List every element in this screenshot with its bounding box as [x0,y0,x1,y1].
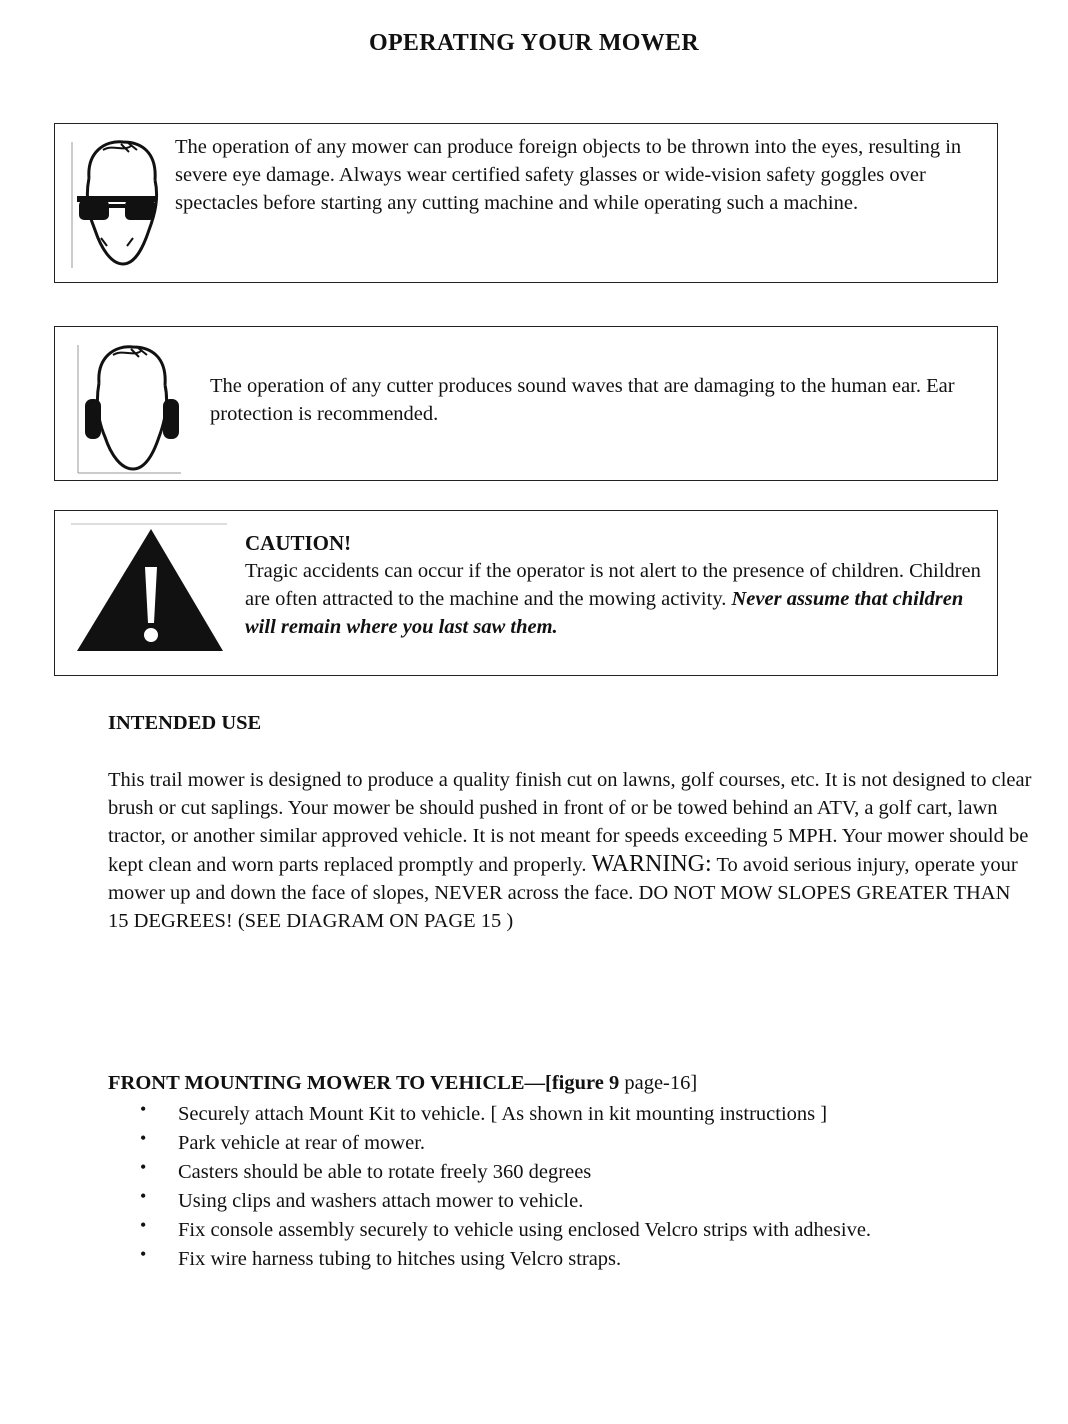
ear-protection-notice [54,326,998,481]
warning-triangle-icon [69,523,229,660]
warning-label: WARNING: [591,851,712,877]
intended-use-heading: INTENDED USE [108,712,262,734]
caution-notice [54,510,998,676]
caution-emphasis: Never assume that children will remain where you last saw them. [245,588,964,638]
bullet-icon: • [140,1128,147,1148]
list-item: • Park vehicle at rear of mower. [140,1129,871,1158]
intended-use-body [108,766,1033,935]
list-item: • Using clips and washers attach mower to vehicle. [140,1187,871,1216]
intended-use-text: This trail mower is designed to produce a quality finish cut on lawns, golf courses, etc. It is not designed to clear brush or cut saplings. Your mower be should pushed in front of or be towed behind an ATV, a golf cart, lawn tractor, or another similar approved vehicle. It is not meant for speeds exceeding 5 MPH. Your mower should be kept clean and worn parts replaced promptly and properly. [108,769,1032,876]
bullet-icon: • [140,1186,147,1206]
ear-protection-text: The operation of any cutter produces sound waves that are damaging to the human ear. Ear protection is recommended. [210,375,955,425]
list-item: • Fix wire harness tubing to hitches using Velcro straps. [140,1245,871,1274]
eye-protection-notice [54,123,998,283]
front-mounting-steps [140,1100,871,1274]
list-item: • Casters should be able to rotate freely 360 degrees [140,1158,871,1187]
caution-text: Tragic accidents can occur if the operator is not alert to the presence of children. Children are often attracted to the machine and the mowing activity. [245,560,981,610]
front-mounting-heading-bold: FRONT MOUNTING MOWER TO VEHICLE—[figure 9 [108,1072,620,1094]
list-item: • Securely attach Mount Kit to vehicle. [ As shown in kit mounting instructions ] [140,1100,871,1129]
eye-protection-text: The operation of any mower can produce foreign objects to be thrown into the eyes, resulting in severe eye damage. Always wear certified safety glasses or wide-vision safety goggles over spectacles before starting any cutting machine and while operating such a machine. [175,136,962,214]
bullet-icon: • [140,1157,147,1177]
front-mounting-heading [108,1072,697,1095]
ear-protection-face-icon [77,343,183,480]
front-mounting-heading-page: page-16] [624,1072,698,1094]
bullet-icon: • [140,1215,147,1235]
bullet-icon: • [140,1099,147,1119]
list-item: • Fix console assembly securely to vehicle using enclosed Velcro strips with adhesive. [140,1216,871,1245]
bullet-icon: • [140,1244,147,1264]
caution-heading: CAUTION! [245,531,352,555]
warning-text: To avoid serious injury, operate your mower up and down the face of slopes, NEVER across the face. DO NOT MOW SLOPES GREATER THAN 15 DEGREES! (SEE DIAGRAM ON PAGE 15 ) [108,854,1018,932]
caution-text-block [245,529,990,641]
page-title: OPERATING YOUR MOWER [369,30,699,56]
safety-glasses-face-icon [71,138,163,275]
